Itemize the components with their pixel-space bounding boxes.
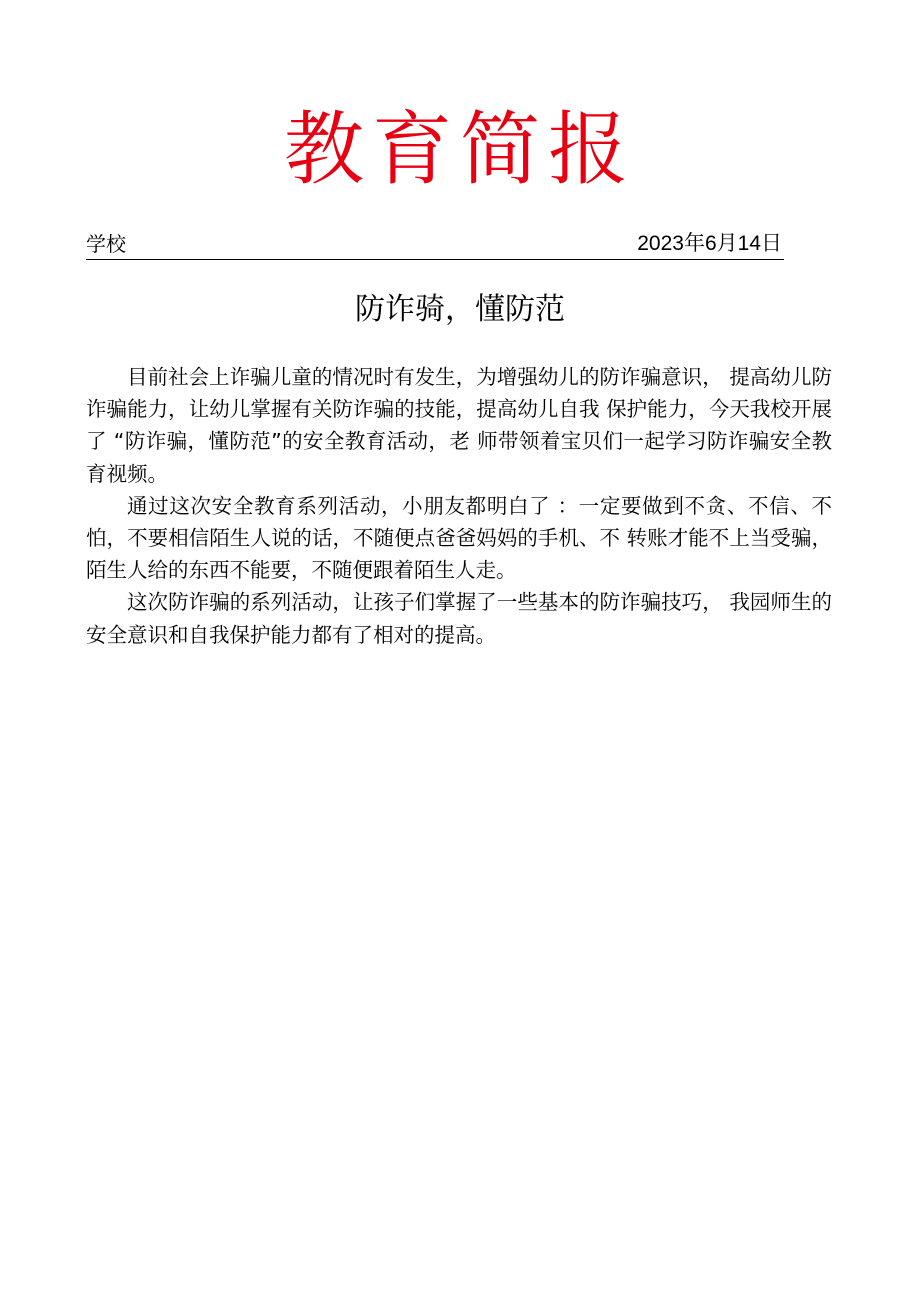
- paragraph: 通过这次安全教育系列活动，小朋友都明白了 ：一定要做到不贪、不信、不怕，不要相信陌生人说的话，不随便点爸爸妈妈的手机、不 转账才能不上当受骗，陌生人给的东西不能要，不随便跟着陌生人走。: [86, 493, 832, 583]
- article-body: [86, 361, 832, 651]
- issue-date: 2023年6月14日: [637, 232, 782, 255]
- paragraph: 目前社会上诈骗儿童的情况时有发生，为增强幼儿的防诈骗意识， 提高幼儿防诈骗能力，让幼儿掌握有关防诈骗的技能，提高幼儿自我 保护能力，今天我校开展了 “防诈骗，懂防范”的安全教育活动，老 师带领着宝贝们一起学习防诈骗安全教育视频。: [86, 365, 832, 486]
- paragraph: 这次防诈骗的系列活动，让孩子们掌握了一些基本的防诈骗技巧， 我园师生的安全意识和自我保护能力都有了相对的提高。: [86, 590, 832, 647]
- article-title: 防诈骑，懂防范: [355, 292, 565, 327]
- meta-row: [86, 229, 784, 260]
- school-label: 学校: [86, 232, 126, 256]
- newsletter-masthead: 教育简报: [284, 103, 636, 196]
